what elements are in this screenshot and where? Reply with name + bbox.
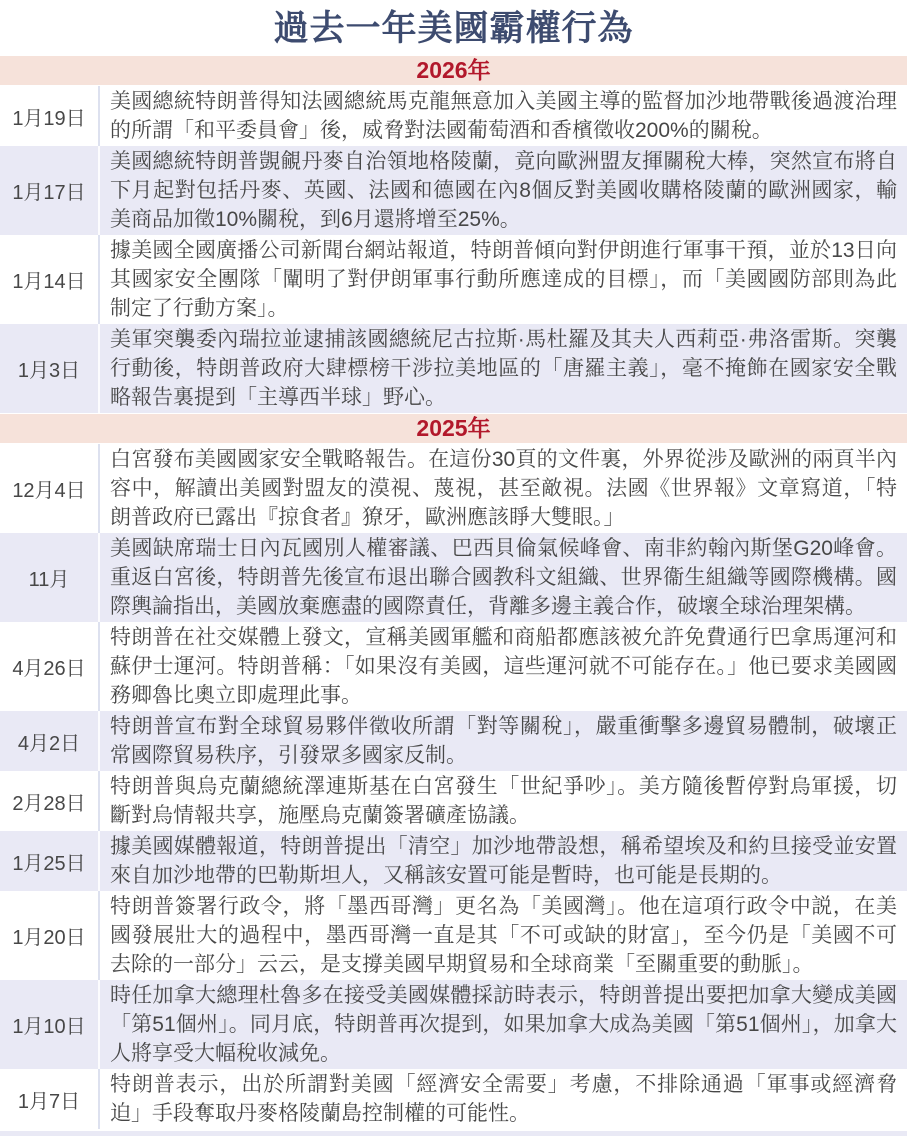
- event-description: 特朗普在社交媒體上發文，宣稱美國軍艦和商船都應該被允許免費通行巴拿馬運河和蘇伊士運河。特朗普稱：「如果沒有美國，這些運河就不可能存在。」他已要求美國國務卿魯比奧立即處理此事。: [110, 626, 897, 708]
- table-row: [0, 533, 907, 622]
- event-date: 1月14日: [0, 235, 100, 324]
- table-row: [0, 235, 907, 324]
- event-date: 1月7日: [0, 1069, 100, 1129]
- event-date: 1月3日: [0, 324, 100, 413]
- event-description: 美軍突襲委內瑞拉並逮捕該國總統尼古拉斯·馬杜羅及其夫人西莉亞·弗洛雷斯。突襲行動後，特朗普政府大肆標榜干涉拉美地區的「唐羅主義」，毫不掩飾在國家安全戰略報告裏提到「主導西半球」野心。: [110, 328, 897, 410]
- page-title: 過去一年美國霸權行為: [273, 9, 634, 48]
- event-date: 2月28日: [0, 771, 100, 831]
- table-row: [0, 622, 907, 711]
- event-description: 美國缺席瑞士日內瓦國別人權審議、巴西貝倫氣候峰會、南非約翰內斯堡G20峰會。重返白宮後，特朗普先後宣布退出聯合國教科文組織、世界衞生組織等國際機構。國際輿論指出，美國放棄應盡的國際責任，背離多邊主義合作，破壞全球治理架構。: [110, 537, 897, 619]
- event-date: 4月2日: [0, 711, 100, 771]
- event-description: 特朗普表示，出於所謂對美國「經濟安全需要」考慮，不排除通過「軍事或經濟脅迫」手段奪取丹麥格陵蘭島控制權的可能性。: [110, 1073, 897, 1126]
- event-date: 4月26日: [0, 622, 100, 711]
- event-date: 1月20日: [0, 891, 100, 980]
- year-section: [0, 414, 907, 1129]
- event-date: 1月10日: [0, 980, 100, 1069]
- event-description: 美國總統特朗普得知法國總統馬克龍無意加入美國主導的監督加沙地帶戰後過渡治理的所謂「和平委員會」後，威脅對法國葡萄酒和香檳徵收200%的關稅。: [110, 90, 897, 143]
- event-description: 據美國媒體報道，特朗普提出「清空」加沙地帶設想，稱希望埃及和約旦接受並安置來自加沙地帶的巴勒斯坦人，又稱該安置可能是暫時，也可能是長期的。: [110, 835, 897, 888]
- event-description: 特朗普與烏克蘭總統澤連斯基在白宮發生「世紀爭吵」。美方隨後暫停對烏軍援，切斷對烏情報共享，施壓烏克蘭簽署礦產協議。: [110, 775, 897, 828]
- year-header: 2026年: [0, 56, 907, 85]
- event-date: 1月17日: [0, 146, 100, 235]
- table-row: [0, 980, 907, 1069]
- bottom-edge-strip: [0, 1131, 907, 1136]
- table-row: [0, 831, 907, 891]
- table-row: [0, 891, 907, 980]
- year-header: 2025年: [0, 414, 907, 443]
- table-row: [0, 86, 907, 146]
- table-row: [0, 711, 907, 771]
- event-description: 特朗普宣布對全球貿易夥伴徵收所謂「對等關稅」，嚴重衝擊多邊貿易體制，破壞正常國際貿易秩序，引發眾多國家反制。: [110, 715, 897, 768]
- table-row: [0, 324, 907, 413]
- event-description: 據美國全國廣播公司新聞台網站報道，特朗普傾向對伊朗進行軍事干預，並於13日向其國家安全團隊「闡明了對伊朗軍事行動所應達成的目標」，而「美國國防部則為此制定了行動方案」。: [110, 239, 897, 321]
- table-row: [0, 771, 907, 831]
- table-row: [0, 1069, 907, 1129]
- event-description: 白宮發布美國國家安全戰略報告。在這份30頁的文件裏，外界從涉及歐洲的兩頁半內容中，解讀出美國對盟友的漠視、蔑視，甚至敵視。法國《世界報》文章寫道，「特朗普政府已露出『掠食者』獠牙，歐洲應該睜大雙眼。」: [110, 448, 897, 530]
- table-row: [0, 146, 907, 235]
- event-description: 特朗普簽署行政令，將「墨西哥灣」更名為「美國灣」。他在這項行政令中説，在美國發展壯大的過程中，墨西哥灣一直是其「不可或缺的財富」，至今仍是「美國不可去除的一部分」云云，是支撐美國早期貿易和全球商業「至關重要的動脈」。: [110, 895, 897, 977]
- event-date: 11月: [0, 533, 100, 622]
- event-description: 美國總統特朗普覬覦丹麥自治領地格陵蘭，竟向歐洲盟友揮關稅大棒，突然宣布將自下月起對包括丹麥、英國、法國和德國在內8個反對美國收購格陵蘭的歐洲國家，輸美商品加徵10%關稅，到6月還將增至25%。: [110, 150, 897, 232]
- event-date: 12月4日: [0, 444, 100, 533]
- infographic-root: [0, 9, 907, 1136]
- events-table: [0, 56, 907, 1129]
- event-date: 1月19日: [0, 86, 100, 146]
- event-date: 1月25日: [0, 831, 100, 891]
- event-description: 時任加拿大總理杜魯多在接受美國媒體採訪時表示，特朗普提出要把加拿大變成美國「第51個州」。同月底，特朗普再次提到，如果加拿大成為美國「第51個州」，加拿大人將享受大幅稅收減免。: [110, 984, 897, 1066]
- year-section: [0, 56, 907, 413]
- table-row: [0, 444, 907, 533]
